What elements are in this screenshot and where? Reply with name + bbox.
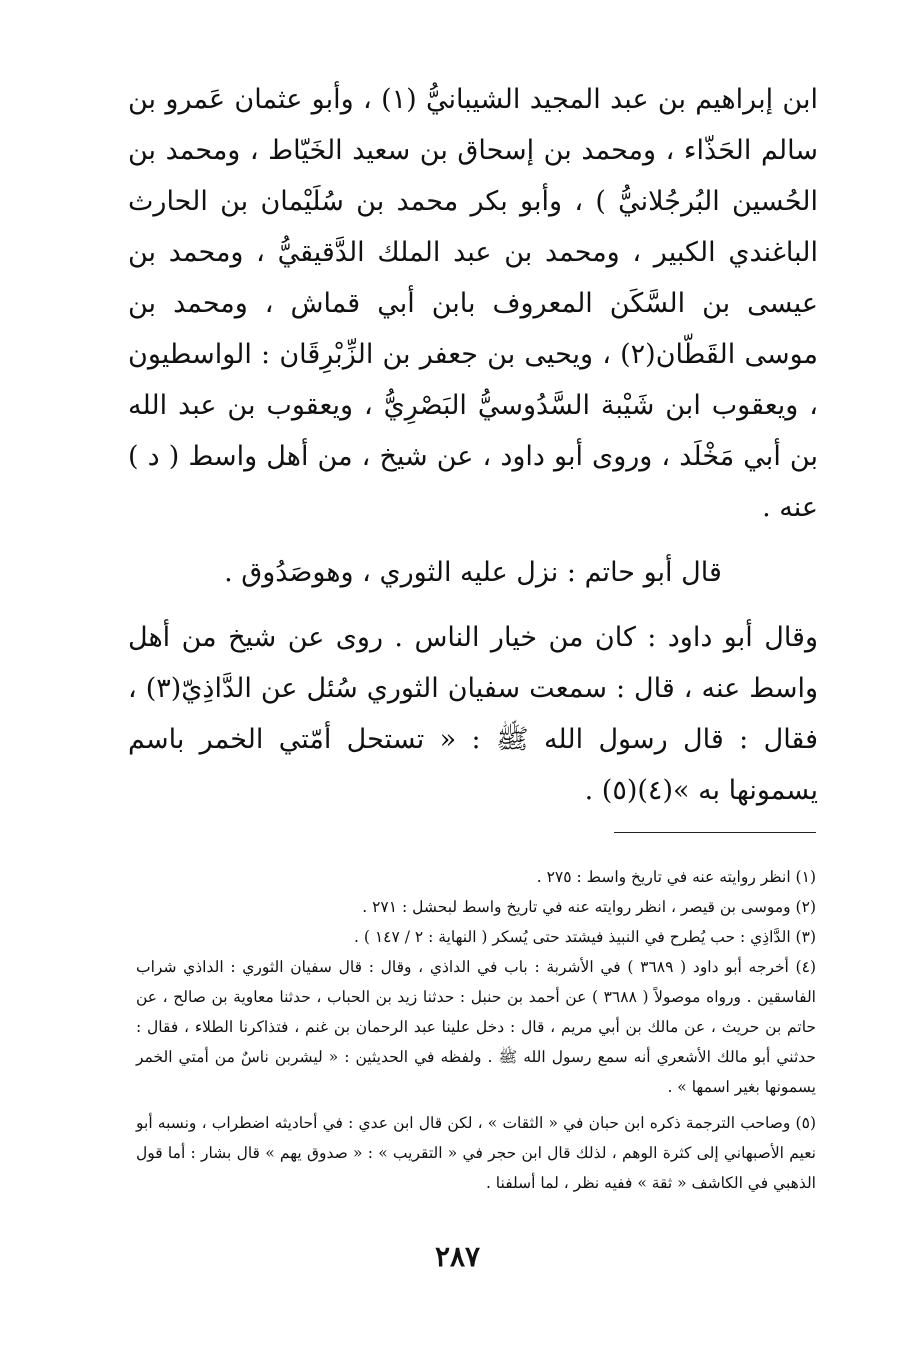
abu-hatim-statement: قال أبو حاتم : نزل عليه الثوري ، وهوصَدُوق .: [224, 557, 722, 588]
footnote-5: (٥) وصاحب الترجمة ذكره ابن حبان في « الثقات » ، لكن قال ابن عدي : في أحاديثه اضطراب ، ونسبه أبو نعيم الأصبهاني إلى كثرة الوهم ، لذلك قال ابن حجر في « التقريب » : « صدوق يهم » قال بشار : أما قول الذهبي في الكاشف « ثقة » ففيه نظر ، لما أسلفنا .: [136, 1114, 816, 1192]
footnote-2: (٢) وموسى بن قيصر ، انظر روايته عنه في تاريخ واسط لبحشل : ٢٧١ .: [362, 898, 816, 916]
footnote-1: (١) انظر روايته عنه في تاريخ واسط : ٢٧٥ .: [536, 868, 816, 886]
abu-dawud-statement: وقال أبو داود : كان من خيار الناس . روى عن شيخ من أهل واسط عنه ، قال : سمعت سفيان الثوري سُئل عن الدَّاذِيّ(٣) ، فقال : قال رسول الله ﷺ : « تستحل أمّتي الخمر باسم يسمونها به »(٤)(٥) .: [128, 622, 818, 806]
footnote-3: (٣) الدَّاذِي : حب يُطرح في النبيذ فيشتد حتى يُسكر ( النهاية : ٢ / ١٤٧ ) .: [354, 928, 816, 946]
main-text: [128, 74, 818, 816]
page-number: ٢٨٧: [434, 1240, 481, 1273]
footnote-4: (٤) أخرجه أبو داود ( ٣٦٨٩ ) في الأشربة : باب في الداذي ، وقال : قال سفيان الثوري : الداذي شراب الفاسقين . ورواه موصولاً ( ٣٦٨٨ ) عن أحمد بن حنبل : حدثنا زيد بن الحباب ، حدثنا معاوية بن صالح ، عن حاتم بن حريث ، عن مالك بن أبي مريم ، قال : دخل علينا عبد الرحمان بن غنم ، فتذاكرنا الطلاء ، فقال : حدثني أبو مالك الأشعري أنه سمع رسول الله ﷺ . ولفظه في الحديثين : « ليشربن ناسٌ من أمتي الخمر يسمونها بغير اسمها » .: [136, 958, 816, 1096]
footnote-separator: [614, 832, 816, 833]
main-paragraph: ابن إبراهيم بن عبد المجيد الشيبانيُّ (١) ، وأبو عثمان عَمرو بن سالم الحَذّاء ، ومحمد بن إسحاق بن سعيد الخَيّاط ، ومحمد بن الحُسين البُرجُلانيُّ ) ، وأبو بكر محمد بن سُلَيْمان بن الحارث الباغندي الكبير ، ومحمد بن عبد الملك الدَّقيقيُّ ، ومحمد بن عيسى بن السَّكَن المعروف بابن أبي قماش ، ومحمد بن موسى القَطّان(٢) ، ويحيى بن جعفر بن الزِّبْرِقَان : الواسطيون ، ويعقوب ابن شَيْبة السَّدُوسيُّ البَصْرِيُّ ، ويعقوب بن عبد الله بن أبي مَخْلَد ، وروى أبو داود ، عن شيخ ، من أهل واسط ( د ) عنه .: [128, 84, 818, 523]
footnotes: [136, 862, 816, 1198]
